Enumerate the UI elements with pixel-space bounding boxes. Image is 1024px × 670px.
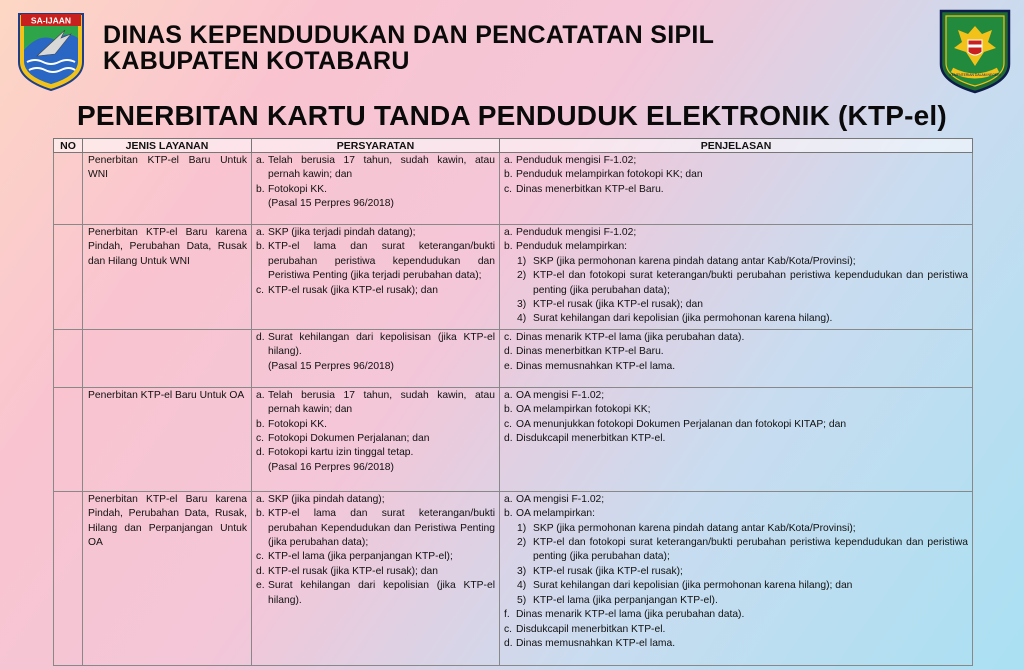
list-item: b. Penduduk melampirkan: [504, 241, 628, 253]
svg-text:SA-IJAAN: SA-IJAAN [30, 15, 72, 26]
list-item: c. Fotokopi Dokumen Perjalanan; dan [256, 433, 430, 445]
sub-list-item: 2) KTP-el dan fotokopi surat keterangan/bukti perubahan peristiwa kependudukan dan peristiwa penting (jika perubahan data); [517, 270, 968, 296]
column-header-no: NO [54, 139, 83, 153]
column-header-explanation: PENJELASAN [500, 139, 973, 153]
service-name: Penerbitan KTP-el Baru karena Pindah, Perubahan Data, Rusak, Hilang dan Perpanjangan Untuk OA [83, 491, 252, 665]
regulation-note: (Pasal 15 Perpres 96/2018) [268, 360, 394, 372]
service-name: Penerbitan KTP-el Baru Untuk WNI [83, 153, 252, 225]
requirements-cell [252, 329, 500, 387]
sub-list-item: 3) KTP-el rusak (jika KTP-el rusak); [517, 565, 683, 577]
list-item: b. Fotokopi KK. [256, 418, 327, 430]
service-name [83, 329, 252, 387]
requirements-cell [252, 225, 500, 330]
list-item: c. KTP-el lama (jika perpanjangan KTP-el); [256, 551, 453, 563]
list-item: b. OA melampirkan: [504, 508, 595, 520]
document-title: PENERBITAN KARTU TANDA PENDUDUK ELEKTRONIK (KTP-el) [77, 100, 947, 131]
column-header-service: JENIS LAYANAN [83, 139, 252, 153]
service-name: Penerbitan KTP-el Baru Untuk OA [83, 387, 252, 491]
kemendagri-emblem-logo [938, 8, 1012, 94]
list-item: a. Penduduk mengisi F-1.02; [504, 227, 637, 238]
sub-list-item: 5) KTP-el lama (jika perpanjangan KTP-el). [517, 594, 718, 606]
svg-text:KEMENTERIAN DALAM NEGERI: KEMENTERIAN DALAM NEGERI [949, 73, 1001, 77]
list-item: a. Telah berusia 17 tahun, sudah kawin, atau pernah kawin; dan [256, 389, 495, 416]
list-item: e. Surat kehilangan dari kepolisian (jika KTP-el hilang). [256, 580, 495, 606]
explanation-cell [500, 225, 973, 330]
sub-list-item: 1) SKP (jika permohonan karena pindah datang antar Kab/Kota/Provinsi); [517, 522, 856, 534]
requirements-cell [252, 491, 500, 665]
list-item: c. Disdukcapil menerbitkan KTP-el. [504, 623, 666, 635]
regulation-note: (Pasal 15 Perpres 96/2018) [268, 198, 394, 210]
explanation-cell [500, 329, 973, 387]
list-item: c. OA menunjukkan fotokopi Dokumen Perjalanan dan fotokopi KITAP; dan [504, 418, 847, 430]
list-item: a. Penduduk mengisi F-1.02; [504, 155, 637, 166]
list-item: b. Fotokopi KK. [256, 183, 327, 195]
table-row [54, 387, 973, 491]
table-row [54, 491, 973, 665]
sub-list-item: 3) KTP-el rusak (jika KTP-el rusak); dan [517, 299, 703, 311]
sub-list-item: 4) Surat kehilangan dari kepolisian (jika permohonan karena hilang); dan [517, 580, 853, 592]
list-item: c. KTP-el rusak (jika KTP-el rusak); dan [256, 284, 438, 296]
sub-list-item: 1) SKP (jika permohonan karena pindah datang antar Kab/Kota/Provinsi); [517, 255, 856, 267]
table-row [54, 225, 973, 330]
list-item: b. Penduduk melampirkan fotokopi KK; dan [504, 169, 703, 181]
list-item: a. Telah berusia 17 tahun, sudah kawin, atau pernah kawin; dan [256, 155, 495, 181]
table-row [54, 153, 973, 225]
list-item: b. KTP-el lama dan surat keterangan/bukti perubahan Kependudukan dan Peristiwa Penting (jika perubahan data); [256, 508, 495, 549]
office-name [103, 22, 714, 74]
list-item: c. Dinas menarik KTP-el lama (jika perubahan data). [504, 331, 745, 343]
column-header-requirements: PERSYARATAN [252, 139, 500, 153]
service-name: Penerbitan KTP-el Baru karena Pindah, Perubahan Data, Rusak dan Hilang Untuk WNI [83, 225, 252, 330]
list-item: d. Dinas menerbitkan KTP-el Baru. [504, 346, 664, 358]
list-item: a. SKP (jika terjadi pindah datang); [256, 227, 416, 238]
row-number [54, 387, 83, 491]
row-number [54, 153, 83, 225]
office-name-line2: KABUPATEN KOTABARU [103, 47, 410, 75]
row-number [54, 491, 83, 665]
list-item: a. OA mengisi F-1.02; [504, 389, 605, 401]
sub-list-item: 2) KTP-el dan fotokopi surat keterangan/bukti perubahan peristiwa kependudukan dan peristiwa penting (jika perubahan data); [517, 537, 968, 563]
explanation-cell [500, 491, 973, 665]
list-item: a. SKP (jika pindah datang); [256, 493, 385, 505]
explanation-cell [500, 387, 973, 491]
requirements-cell [252, 387, 500, 491]
requirements-cell [252, 153, 500, 225]
service-table [53, 138, 973, 666]
list-item: c. Dinas menerbitkan KTP-el Baru. [504, 183, 664, 195]
list-item: f. Dinas menarik KTP-el lama (jika perubahan data). [504, 609, 745, 621]
kotabaru-emblem-logo [15, 10, 87, 92]
list-item: e. Dinas memusnahkan KTP-el lama. [504, 360, 676, 372]
list-item: d. Surat kehilangan dari kepolisisan (jika KTP-el hilang). [256, 331, 495, 358]
list-item: d. KTP-el rusak (jika KTP-el rusak); dan [256, 565, 438, 577]
office-name-line1: DINAS KEPENDUDUKAN DAN PENCATATAN SIPIL [103, 21, 715, 49]
row-number [54, 225, 83, 330]
list-item: d. Fotokopi kartu izin tinggal tetap. [256, 447, 414, 459]
list-item: d. Disdukcapil menerbitkan KTP-el. [504, 433, 666, 445]
list-item: a. OA mengisi F-1.02; [504, 493, 605, 505]
list-item: b. KTP-el lama dan surat keterangan/bukti perubahan peristiwa kependudukan dan Peristiwa Penting (jika terjadi perubahan data); [256, 241, 495, 282]
row-number [54, 329, 83, 387]
list-item: d. Dinas memusnahkan KTP-el lama. [504, 637, 676, 649]
table-row [54, 329, 973, 387]
table-header-row [54, 139, 973, 153]
sub-list-item: 4) Surat kehilangan dari kepolisian (jika permohonan karena hilang). [517, 313, 833, 325]
explanation-cell [500, 153, 973, 225]
regulation-note: (Pasal 16 Perpres 96/2018) [268, 461, 394, 473]
list-item: b. OA melampirkan fotokopi KK; [504, 404, 651, 416]
